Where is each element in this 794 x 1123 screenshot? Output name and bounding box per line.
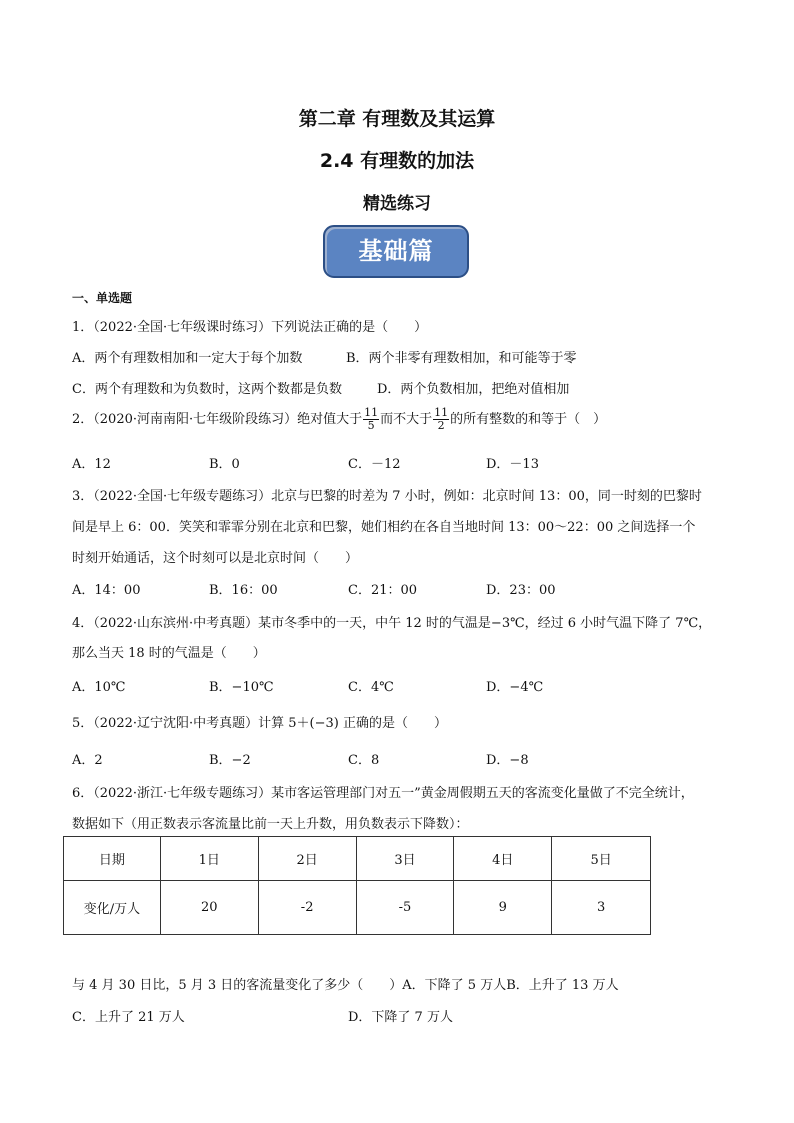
q4-option-b: B．−10℃ [209,680,274,695]
q6-option-d: D．下降了 7 万人 [348,1010,453,1025]
table-row [64,881,651,935]
table-header-row [64,837,651,881]
fraction-denominator: 2 [437,419,445,432]
fraction-11-2 [433,407,449,432]
q4-option-c: C．4℃ [348,680,394,695]
q6-line-2: 数据如下（用正数表示客流量比前一天上升数，用负数表示下降数）： [72,817,469,832]
q5-option-d: D．−8 [486,753,529,768]
table-cell: 日期 [64,837,161,881]
table-cell: 3 [552,881,651,935]
passenger-flow-table [63,836,651,935]
q4-line-2: 那么当天 18 时的气温是（ ） [72,646,266,661]
table-cell: 变化/万人 [64,881,161,935]
q1-option-c: C．两个有理数和为负数时，这两个数都是负数 [72,382,342,397]
q1-stem: 1．（2022·全国·七年级课时练习）下列说法正确的是（ ） [72,320,428,335]
table-cell: 2日 [258,837,356,881]
chapter-title: 第二章 有理数及其运算 [298,108,496,130]
subtitle: 精选练习 [363,194,431,214]
q3-line-1: 3．（2022·全国·七年级专题练习）北京与巴黎的时差为 7 小时，例如：北京时间 13：00，同一时刻的巴黎时 [72,489,702,504]
q4-option-a: A．10℃ [72,680,126,695]
q1-option-b: B．两个非零有理数相加，和可能等于零 [346,351,577,366]
fraction-denominator: 5 [367,419,375,432]
q1-option-a: A．两个有理数相加和一定大于每个加数 [72,351,303,366]
q3-option-b: B．16：00 [209,583,278,598]
section-title: 2.4 有理数的加法 [319,150,475,172]
fraction-numerator: 11 [434,406,449,419]
q5-option-b: B．−2 [209,753,251,768]
q2-stem-pre: 2．（2020·河南南阳·七年级阶段练习）绝对值大于 [72,412,363,427]
level-badge: 基础篇 [323,225,469,278]
q3-line-3: 时刻开始通话，这个时刻可以是北京时间（ ） [72,551,359,566]
q5-stem: 5．（2022·辽宁沈阳·中考真题）计算 5＋(−3) 正确的是（ ） [72,716,447,731]
q3-option-a: A．14：00 [72,583,141,598]
q2-stem [72,407,606,432]
q6-line-3: 与 4 月 30 日比，5 月 3 日的客流量变化了多少（ ）A．下降了 5 万人B．上升了 13 万人 [72,978,619,993]
q2-stem-post: 的所有整数的和等于（ ） [450,412,607,427]
q5-option-a: A．2 [72,753,103,768]
table-cell: 1日 [160,837,258,881]
q2-option-a: A．12 [72,457,111,472]
q2-option-b: B．0 [209,457,240,472]
q5-option-c: C．8 [348,753,380,768]
table-cell: 5日 [552,837,651,881]
q2-option-d: D．－13 [486,457,539,472]
table-cell: 3日 [356,837,454,881]
fraction-11-5 [363,407,379,432]
table-cell: 4日 [454,837,552,881]
q6-line-1: 6．（2022·浙江·七年级专题练习）某市客运管理部门对五一”黄金周假期五天的客流变化量做了不完全统计， [72,786,694,801]
section-label: 一、单选题 [72,291,133,305]
q3-option-d: D．23：00 [486,583,556,598]
q1-option-d: D．两个负数相加，把绝对值相加 [377,382,570,397]
q3-line-2: 间是早上 6：00．笑笑和霏霏分别在北京和巴黎，她们相约在各自当地时间 13：00～22：00 之间选择一个 [72,520,696,535]
fraction-numerator: 11 [364,406,379,419]
q2-option-c: C．－12 [348,457,401,472]
q4-line-1: 4．（2022·山东滨州·中考真题）某市冬季中的一天，中午 12 时的气温是−3℃，经过 6 小时气温下降了 7℃， [72,616,712,631]
table-cell: 20 [160,881,258,935]
q6-option-c: C．上升了 21 万人 [72,1010,185,1025]
table-cell: -5 [356,881,454,935]
q4-option-d: D．−4℃ [486,680,544,695]
q2-stem-mid: 而不大于 [380,412,433,427]
table-cell: 9 [454,881,552,935]
q3-option-c: C．21：00 [348,583,418,598]
table-cell: -2 [258,881,356,935]
